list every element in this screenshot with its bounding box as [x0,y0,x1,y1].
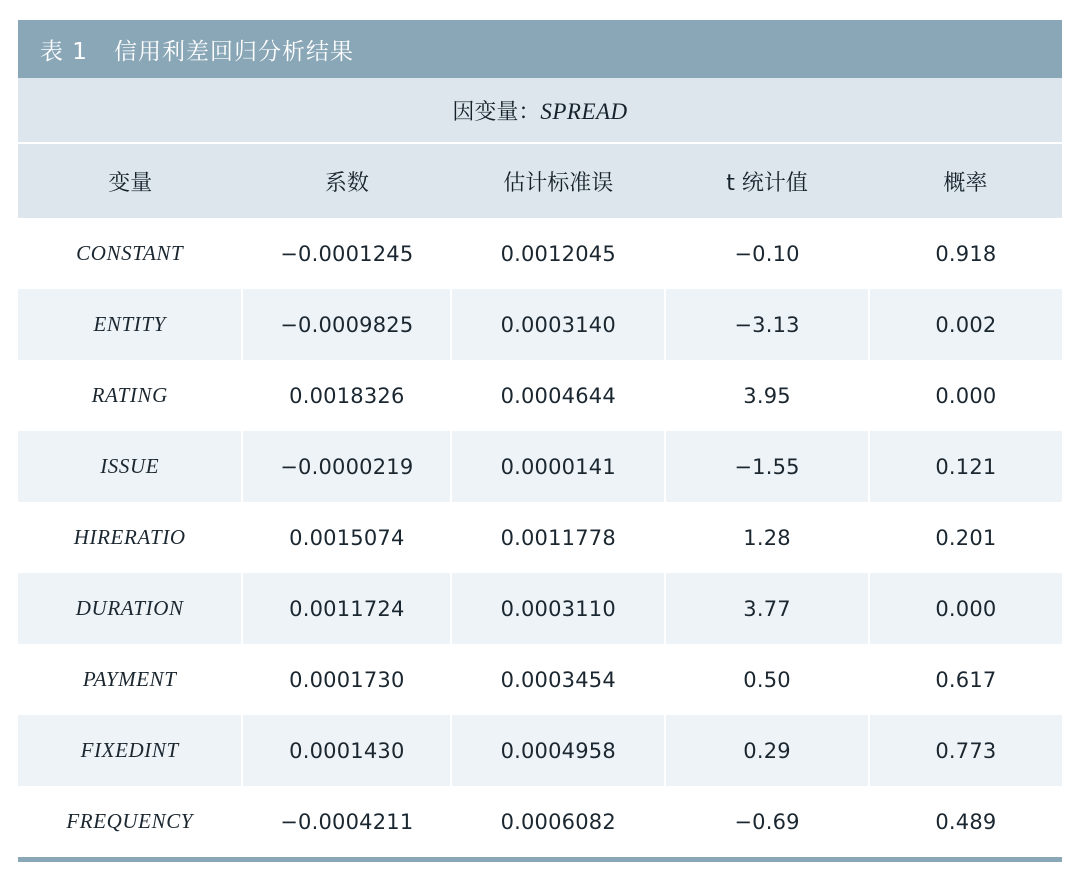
cell-coefficient: 0.0011724 [242,573,451,644]
table-row [18,431,1062,502]
table-title: 信用利差回归分析结果 [113,38,354,65]
cell-t-stat: 3.95 [665,360,869,431]
cell-coefficient: −0.0001245 [242,218,451,289]
cell-std-error: 0.0004958 [451,715,665,786]
cell-variable: ENTITY [18,289,242,360]
dependent-variable-cell [18,78,1062,142]
cell-std-error: 0.0003110 [451,573,665,644]
cell-probability: 0.000 [869,573,1062,644]
cell-t-stat: −1.55 [665,431,869,502]
table-title-bar [18,20,1062,78]
cell-probability: 0.773 [869,715,1062,786]
table-row [18,786,1062,857]
dependent-variable-row [18,78,1062,142]
cell-t-stat: 0.29 [665,715,869,786]
table-head [18,78,1062,218]
table-row [18,715,1062,786]
cell-std-error: 0.0006082 [451,786,665,857]
cell-t-stat: 1.28 [665,502,869,573]
column-header-variable: 变量 [18,144,242,218]
table-row [18,644,1062,715]
column-header-coefficient: 系数 [242,144,451,218]
column-header-std-error: 估计标准误 [451,144,665,218]
cell-variable: DURATION [18,573,242,644]
cell-t-stat: 0.50 [665,644,869,715]
column-header-t-stat: t 统计值 [665,144,869,218]
cell-variable: HIRERATIO [18,502,242,573]
cell-probability: 0.489 [869,786,1062,857]
column-header-probability: 概率 [869,144,1062,218]
cell-probability: 0.121 [869,431,1062,502]
cell-coefficient: 0.0015074 [242,502,451,573]
table-row [18,218,1062,289]
cell-coefficient: −0.0004211 [242,786,451,857]
cell-variable: FREQUENCY [18,786,242,857]
table-row [18,360,1062,431]
cell-t-stat: 3.77 [665,573,869,644]
cell-probability: 0.918 [869,218,1062,289]
cell-t-stat: −0.69 [665,786,869,857]
cell-std-error: 0.0004644 [451,360,665,431]
cell-std-error: 0.0003140 [451,289,665,360]
cell-coefficient: 0.0018326 [242,360,451,431]
table-row [18,289,1062,360]
cell-probability: 0.617 [869,644,1062,715]
cell-coefficient: −0.0009825 [242,289,451,360]
regression-table [18,78,1062,857]
column-header-row [18,144,1062,218]
table-row [18,502,1062,573]
dependent-variable-name: SPREAD [540,98,628,124]
cell-variable: FIXEDINT [18,715,242,786]
cell-probability: 0.000 [869,360,1062,431]
cell-probability: 0.002 [869,289,1062,360]
cell-variable: ISSUE [18,431,242,502]
cell-probability: 0.201 [869,502,1062,573]
table-bottom-rule [18,857,1062,862]
cell-std-error: 0.0000141 [451,431,665,502]
cell-coefficient: 0.0001730 [242,644,451,715]
cell-std-error: 0.0012045 [451,218,665,289]
cell-std-error: 0.0011778 [451,502,665,573]
dependent-variable-label: 因变量： [452,99,541,125]
cell-coefficient: 0.0001430 [242,715,451,786]
table-body [18,218,1062,857]
table-number: 表 1 [40,38,88,65]
cell-variable: RATING [18,360,242,431]
regression-table-container [18,20,1062,857]
cell-coefficient: −0.0000219 [242,431,451,502]
cell-t-stat: −3.13 [665,289,869,360]
cell-variable: CONSTANT [18,218,242,289]
table-row [18,573,1062,644]
cell-t-stat: −0.10 [665,218,869,289]
cell-variable: PAYMENT [18,644,242,715]
cell-std-error: 0.0003454 [451,644,665,715]
